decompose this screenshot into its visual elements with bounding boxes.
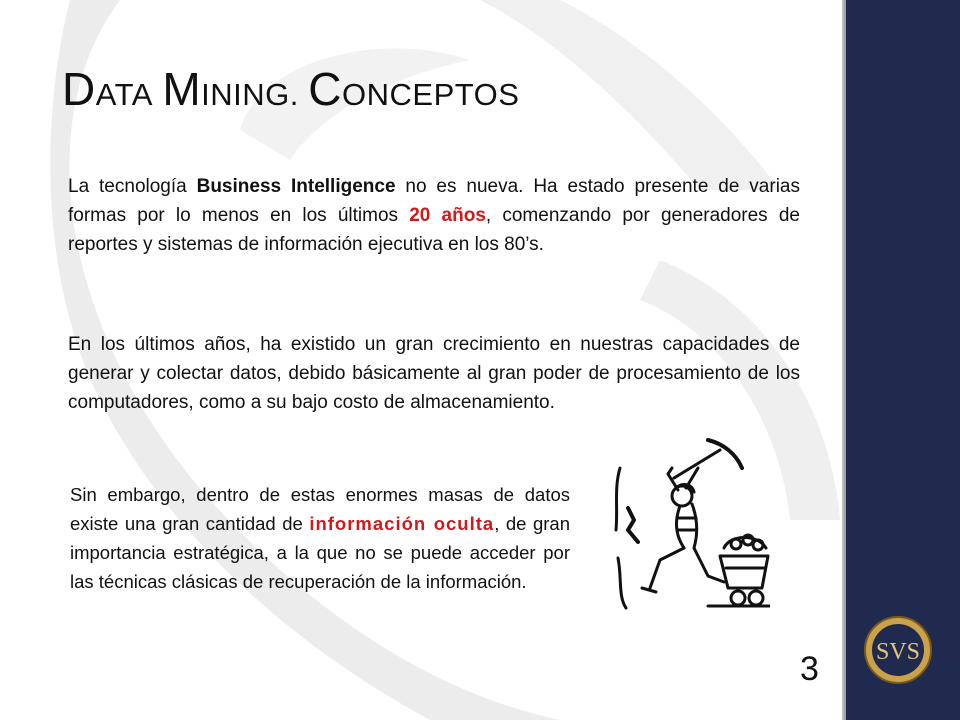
svg-text:SVS: SVS (875, 639, 921, 665)
page-title: DATA MINING. CONCEPTOS (62, 63, 520, 115)
page-number: 3 (800, 650, 819, 688)
svs-logo-icon (862, 614, 934, 686)
right-navy-band (846, 0, 960, 720)
paragraph-hidden-information: Sin embargo, dentro de estas enormes masas de datos existe una gran cantidad de información oculta, de gran importancia estratégica, a la que no se puede acceder por las técnicas clásicas de recuperación de la información. (70, 484, 570, 592)
miner-clipart-icon (612, 438, 770, 610)
paragraph-data-growth: En los últimos años, ha existido un gran crecimiento en nuestras capacidades de generar y colectar datos, debido básicamente al gran poder de procesamiento de los computadores, como a su bajo costo de almacenamiento. (68, 334, 800, 413)
paragraph-business-intelligence: La tecnología Business Intelligence no es nueva. Ha estado presente de varias formas por lo menos en los últimos 20 años, comenzando por generadores de reportes y sistemas de información ejecutiva en los 80’s. (68, 176, 800, 255)
